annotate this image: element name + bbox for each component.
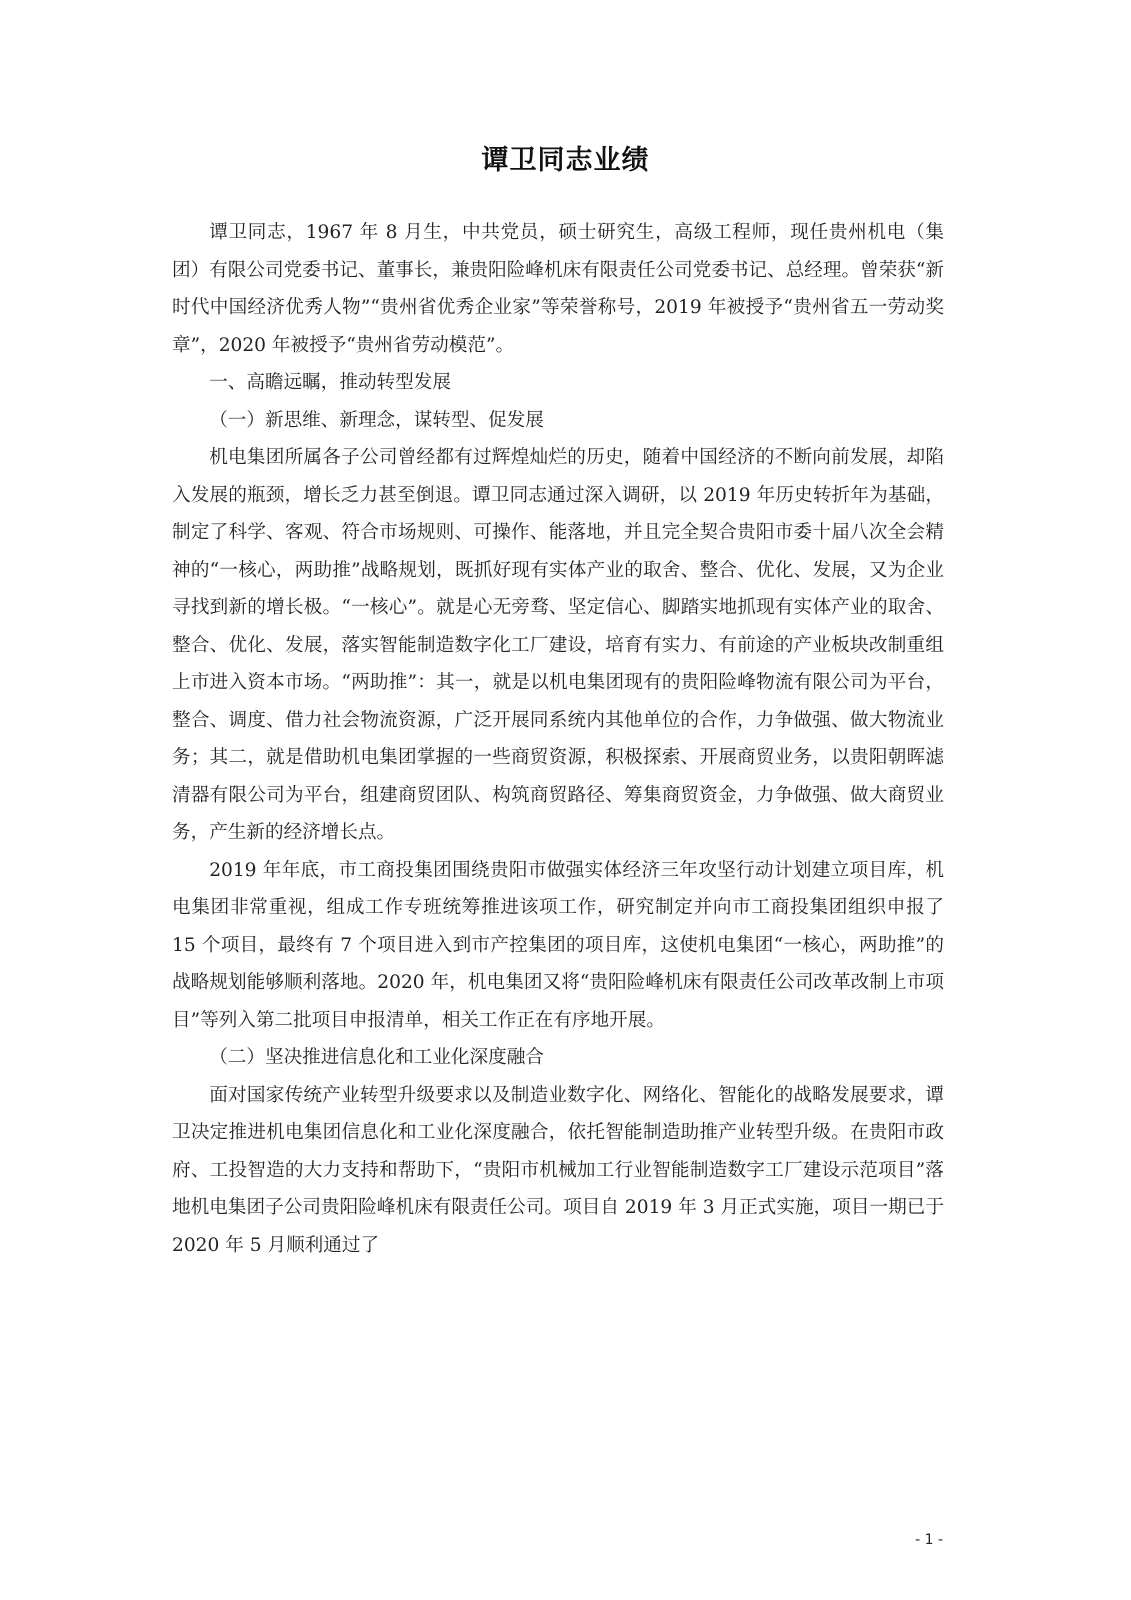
intro-paragraph: 谭卫同志，1967 年 8 月生，中共党员，硕士研究生，高级工程师，现任贵州机电（集团）有限公司党委书记、董事长，兼贵阳险峰机床有限责任公司党委书记、总经理。曾荣获“新时代中国经济优秀人物”“贵州省优秀企业家”等荣誉称号，2019 年被授予“贵州省五一劳动奖章”，2020 年被授予“贵州省劳动模范”。 [172,222,944,356]
subsection-heading-1: （一）新思维、新理念，谋转型、促发展 [209,409,544,431]
page-number: - 1 - [915,1532,943,1548]
document-body [172,214,944,1264]
body-paragraph: 面对国家传统产业转型升级要求以及制造业数字化、网络化、智能化的战略发展要求，谭卫决定推进机电集团信息化和工业化深度融合，依托智能制造助推产业转型升级。在贵阳市政府、工投智造的大力支持和帮助下，“贵阳市机械加工行业智能制造数字工厂建设示范项目”落地机电集团子公司贵阳险峰机床有限责任公司。项目自 2019 年 3 月正式实施，项目一期已于 2020 年 5 月顺利通过了 [172,1084,944,1256]
body-paragraph: 2019 年年底，市工商投集团围绕贵阳市做强实体经济三年攻坚行动计划建立项目库，机电集团非常重视，组成工作专班统筹推进该项工作，研究制定并向市工商投集团组织申报了 15 个项目，最终有 7 个项目进入到市产控集团的项目库，这使机电集团“一核心，两助推”的战略规划能够顺利落地。2020 年，机电集团又将“贵阳险峰机床有限责任公司改革改制上市项目”等列入第二批项目申报清单，相关工作正在有序地开展。 [172,859,944,1031]
page-title: 谭卫同志业绩 [481,145,650,176]
body-paragraph: 机电集团所属各子公司曾经都有过辉煌灿烂的历史，随着中国经济的不断向前发展，却陷入发展的瓶颈，增长乏力甚至倒退。谭卫同志通过深入调研，以 2019 年历史转折年为基础，制定了科学、客观、符合市场规则、可操作、能落地，并且完全契合贵阳市委十届八次全会精神的“一核心，两助推”战略规划，既抓好现有实体产业的取舍、整合、优化、发展，又为企业寻找到新的增长极。“一核心”。就是心无旁骛、坚定信心、脚踏实地抓现有实体产业的取舍、整合、优化、发展，落实智能制造数字化工厂建设，培育有实力、有前途的产业板块改制重组上市进入资本市场。“两助推”：其一，就是以机电集团现有的贵阳险峰物流有限公司为平台，整合、调度、借力社会物流资源，广泛开展同系统内其他单位的合作，力争做强、做大物流业务；其二，就是借助机电集团掌握的一些商贸资源，积极探索、开展商贸业务，以贵阳朝晖滤清器有限公司为平台，组建商贸团队、构筑商贸路径、筹集商贸资金，力争做强、做大商贸业务，产生新的经济增长点。 [172,447,944,843]
section-heading-1: 一、高瞻远瞩，推动转型发展 [209,372,451,393]
subsection-heading-2: （二）坚决推进信息化和工业化深度融合 [209,1047,544,1068]
